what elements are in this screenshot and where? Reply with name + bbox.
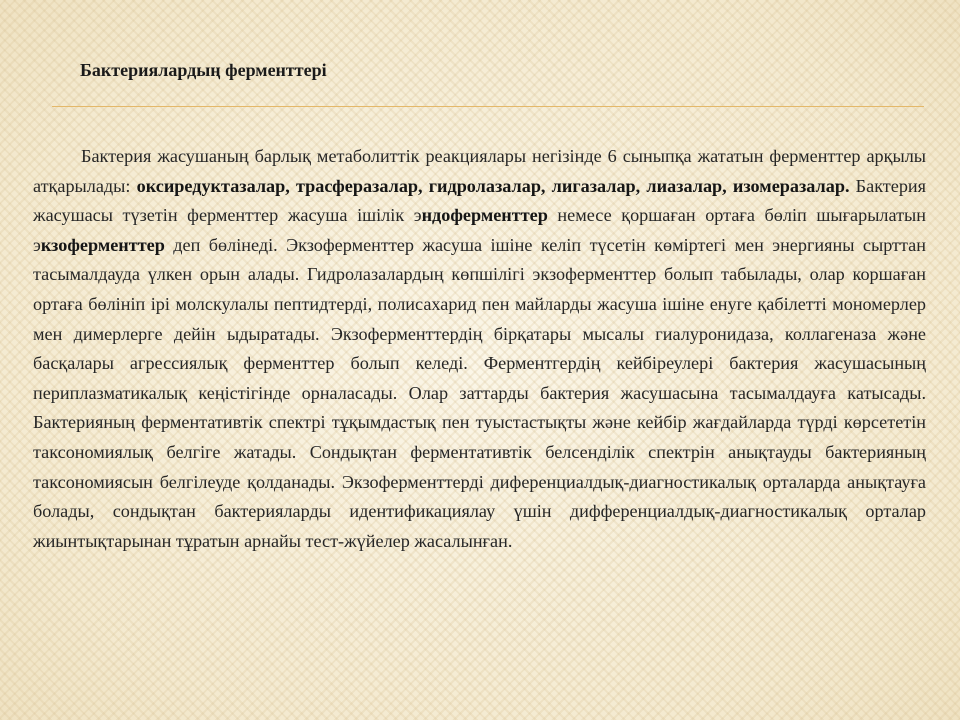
text-run: Бактерия жасушасы түзетін ферменттер жасуша ішілік э: [33, 175, 927, 226]
slide-title: Бактериялардың ферменттері: [80, 60, 327, 80]
body-paragraph: [33, 142, 926, 556]
text-run-bold: кзоферменттер: [40, 234, 165, 255]
text-run: деп бөлінеді. Экзоферменттер жасуша ішіне келіп түсетін көміртегі мен энергияны сырттан тасымалдауда үлкен орын алады. Гидролазалардың көпшілігі экзоферменттер болып табылады, олар коршаған ортаға бөлініп ірі молскулалы пептидтерді, полисахарид пен майларды жасуша ішіне енуге қабілетті мономерлер мен димерлерге дейін ыдыратады. Экзоферменттердің бірқатары мысалы гиалуронидаза, коллагеназа және басқалары агрессиялық ферменттер болып келеді. Ферментгердің кейбіреулері бактерия жасушасының периплазматикалық кеңістігінде орналасады. Олар заттарды бактерия жасушасына тасымалдауға катысады. Бактерияның ферментативтік спектрі тұқымдастық пен туыстастықты және кейбір жағдайларда түрді көрсететін таксономиялық белгіге жатады. Сондықтан ферментативтік белсенділік спектрін анықтауды бактерияның таксономиясын белгілеуде қолданады. Экзоферменттерді диференциалдық-диагностикалық орталарда анықтауға болады, сондықтан бактерияларды идентификациялау үшін дифференциалдық-диагностикалық орталар жиынтықтарынан тұратын арнайы тест-жүйелер жасалынған.: [33, 234, 926, 551]
text-run-bold: ндоферменттер: [421, 205, 548, 226]
title-divider: [52, 106, 924, 107]
text-run: Бактерия жасушаның барлық метаболиттік реакциялары негізінде 6 сыныпқа жататын ферменттер арқылы атқарылады:: [33, 146, 926, 196]
text-run: немесе қоршаған ортаға бөліп шығарылатын э: [33, 205, 926, 255]
text-run-bold: оксиредуктазалар, трасферазалар, гидролазалар, лигазалар, лиазалар, изомеразалар.: [136, 175, 850, 196]
